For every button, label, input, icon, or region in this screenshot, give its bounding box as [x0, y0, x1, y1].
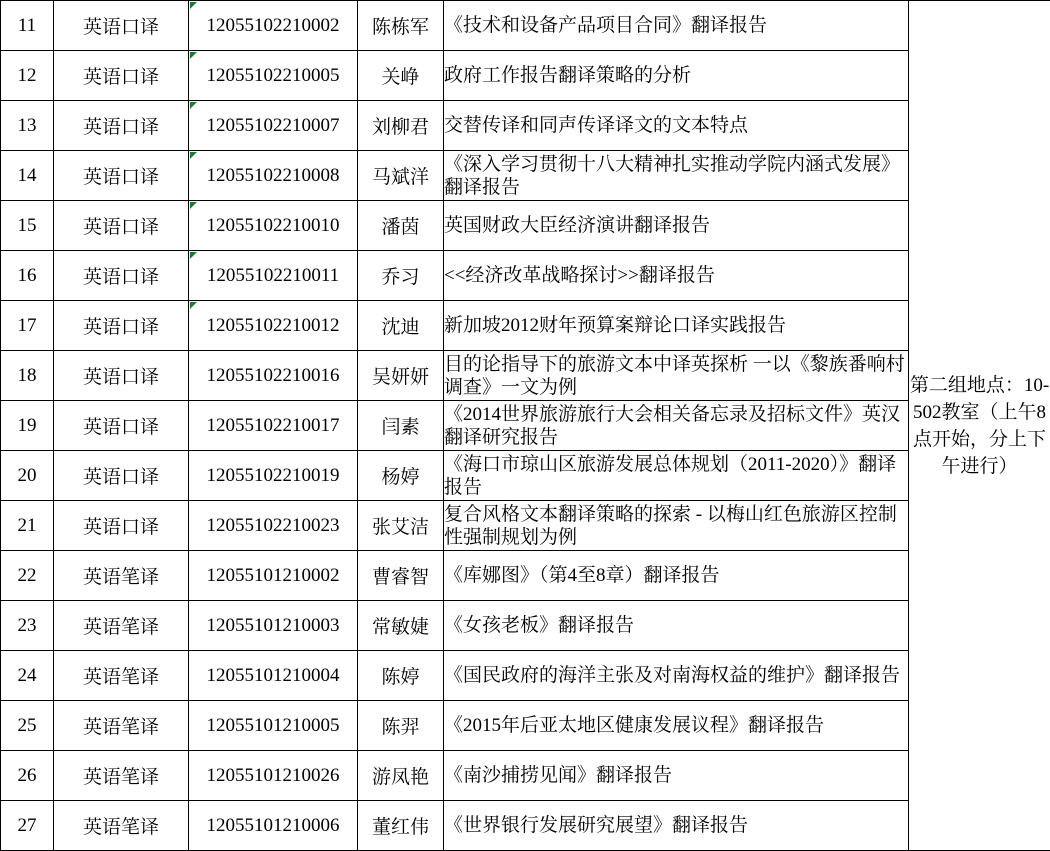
row-number-text: 22	[17, 564, 37, 586]
student-id-text: 12055102210011	[206, 264, 340, 286]
thesis-title-cell	[444, 701, 909, 751]
row-number-cell	[1, 751, 54, 801]
student-id-text: 12055101210003	[206, 614, 340, 636]
major-text: 英语口译	[82, 317, 159, 338]
table-row	[1, 201, 1050, 251]
name-cell	[358, 51, 444, 101]
thesis-title-cell	[444, 301, 909, 351]
name-cell	[358, 251, 444, 301]
major-cell	[54, 301, 189, 351]
thesis-title-cell	[444, 251, 909, 301]
location-note-cell: 第二组地点：10-502教室（上午8点开始，分上下午进行）	[909, 1, 1050, 851]
major-cell	[54, 251, 189, 301]
student-id-cell	[189, 151, 358, 201]
thesis-title-text: 英国财政大臣经济演讲翻译报告	[444, 215, 711, 236]
name-text: 吴妍妍	[371, 367, 429, 388]
student-id-cell	[189, 551, 358, 601]
thesis-title-text: 《南沙捕捞见闻》翻译报告	[444, 765, 673, 786]
row-number-cell	[1, 451, 54, 501]
major-text: 英语口译	[82, 117, 159, 138]
table-row	[1, 451, 1050, 501]
table-row	[1, 601, 1050, 651]
student-id-cell	[189, 101, 358, 151]
row-number-text: 18	[17, 364, 37, 386]
name-text: 陈栋军	[371, 17, 429, 38]
row-number-text: 23	[17, 614, 37, 636]
row-number-text: 19	[17, 414, 37, 436]
row-number-cell	[1, 501, 54, 551]
table-row	[1, 501, 1050, 551]
cell-error-flag-icon	[190, 302, 197, 309]
row-number-text: 11	[17, 14, 37, 36]
name-cell	[358, 551, 444, 601]
major-cell	[54, 351, 189, 401]
major-cell	[54, 201, 189, 251]
thesis-title-cell	[444, 151, 909, 201]
thesis-title-cell	[444, 101, 909, 151]
name-cell	[358, 751, 444, 801]
name-text: 刘柳君	[371, 117, 429, 138]
table-row	[1, 401, 1050, 451]
thesis-title-text: 《海口市琼山区旅游发展总体规划（2011-2020）》翻译报告	[444, 453, 897, 498]
student-id-cell	[189, 501, 358, 551]
cell-error-flag-icon	[190, 102, 197, 109]
row-number-cell	[1, 401, 54, 451]
name-cell	[358, 201, 444, 251]
major-text: 英语口译	[82, 17, 159, 38]
major-cell	[54, 451, 189, 501]
major-text: 英语口译	[82, 367, 159, 388]
name-cell	[358, 101, 444, 151]
row-number-cell	[1, 601, 54, 651]
thesis-title-cell	[444, 751, 909, 801]
major-text: 英语口译	[82, 267, 159, 288]
row-number-cell	[1, 151, 54, 201]
thesis-title-text: 《世界银行发展研究展望》翻译报告	[444, 815, 749, 836]
thesis-title-text: 政府工作报告翻译策略的分析	[444, 65, 692, 86]
row-number-text: 17	[17, 314, 37, 336]
student-id-cell	[189, 451, 358, 501]
name-cell	[358, 651, 444, 701]
student-id-cell	[189, 601, 358, 651]
row-number-text: 25	[17, 714, 37, 736]
student-id-text: 12055101210004	[206, 664, 340, 686]
row-number-text: 20	[17, 464, 37, 486]
major-cell	[54, 101, 189, 151]
row-number-text: 24	[17, 664, 37, 686]
table-row	[1, 151, 1050, 201]
row-number-text: 13	[17, 114, 37, 136]
major-text: 英语笔译	[82, 817, 159, 838]
row-number-cell	[1, 651, 54, 701]
row-number-cell	[1, 351, 54, 401]
row-number-cell	[1, 701, 54, 751]
major-cell	[54, 751, 189, 801]
student-id-text: 12055102210007	[206, 114, 340, 136]
major-cell	[54, 551, 189, 601]
table-row	[1, 801, 1050, 851]
student-id-text: 12055102210005	[206, 64, 340, 86]
row-number-cell	[1, 251, 54, 301]
student-id-cell	[189, 751, 358, 801]
student-id-text: 12055101210002	[206, 564, 340, 586]
major-text: 英语口译	[82, 67, 159, 88]
name-cell	[358, 601, 444, 651]
thesis-title-text: 《技术和设备产品项目合同》翻译报告	[444, 15, 768, 36]
table-row	[1, 551, 1050, 601]
row-number-text: 12	[17, 64, 37, 86]
name-text: 曹睿智	[371, 567, 429, 588]
major-cell	[54, 51, 189, 101]
student-id-text: 12055102210010	[206, 214, 340, 236]
thesis-title-cell	[444, 201, 909, 251]
thesis-title-cell	[444, 501, 909, 551]
table-row	[1, 651, 1050, 701]
name-text: 陈婷	[381, 667, 420, 688]
major-text: 英语口译	[82, 517, 159, 538]
row-number-text: 27	[17, 814, 37, 836]
student-id-cell	[189, 1, 358, 51]
name-cell	[358, 451, 444, 501]
student-id-cell	[189, 201, 358, 251]
major-text: 英语笔译	[82, 617, 159, 638]
row-number-text: 15	[17, 214, 37, 236]
thesis-title-text: 目的论指导下的旅游文本中译英探析 一以《黎族番响村调查》一文为例	[444, 353, 905, 398]
thesis-title-cell	[444, 651, 909, 701]
major-cell	[54, 651, 189, 701]
row-number-cell	[1, 301, 54, 351]
student-id-text: 12055101210006	[206, 814, 340, 836]
student-id-text: 12055102210019	[206, 464, 340, 486]
row-number-text: 14	[17, 164, 37, 186]
thesis-title-cell	[444, 1, 909, 51]
student-id-cell	[189, 251, 358, 301]
student-id-cell	[189, 351, 358, 401]
student-id-cell	[189, 401, 358, 451]
cell-error-flag-icon	[190, 152, 197, 159]
name-cell	[358, 401, 444, 451]
row-number-cell	[1, 101, 54, 151]
thesis-title-text: 《深入学习贯彻十八大精神扎实推动学院内涵式发展》翻译报告	[444, 153, 901, 198]
cell-error-flag-icon	[190, 2, 197, 9]
table-row	[1, 351, 1050, 401]
thesis-title-cell	[444, 351, 909, 401]
name-text: 乔习	[381, 267, 420, 288]
name-text: 董红伟	[371, 817, 429, 838]
name-text: 游凤艳	[371, 767, 429, 788]
student-id-text: 12055102210002	[206, 14, 340, 36]
name-text: 沈迪	[381, 317, 420, 338]
table-row	[1, 51, 1050, 101]
major-cell	[54, 601, 189, 651]
name-text: 潘茵	[381, 217, 420, 238]
student-id-text: 12055102210012	[206, 314, 340, 336]
name-text: 张艾洁	[371, 517, 429, 538]
student-id-text: 12055101210005	[206, 714, 340, 736]
student-id-cell	[189, 801, 358, 851]
thesis-title-text: <<经济改革战略探讨>>翻译报告	[444, 265, 715, 286]
table-row	[1, 101, 1050, 151]
row-number-text: 26	[17, 764, 37, 786]
thesis-title-cell	[444, 801, 909, 851]
name-text: 马斌洋	[371, 167, 429, 188]
table-row	[1, 1, 1050, 51]
major-cell	[54, 1, 189, 51]
name-cell	[358, 301, 444, 351]
student-id-text: 12055102210008	[206, 164, 340, 186]
major-cell	[54, 151, 189, 201]
row-number-cell	[1, 201, 54, 251]
name-cell	[358, 501, 444, 551]
major-cell	[54, 401, 189, 451]
thesis-title-text: 《2015年后亚太地区健康发展议程》翻译报告	[444, 715, 825, 736]
major-cell	[54, 801, 189, 851]
name-text: 陈羿	[381, 717, 420, 738]
name-text: 常敏婕	[371, 617, 429, 638]
major-text: 英语笔译	[82, 717, 159, 738]
thesis-title-text: 《库娜图》（第4至8章）翻译报告	[444, 565, 720, 586]
thesis-title-cell	[444, 401, 909, 451]
student-id-text: 12055102210023	[206, 514, 340, 536]
table-row	[1, 301, 1050, 351]
student-id-text: 12055102210017	[206, 414, 340, 436]
major-text: 英语口译	[82, 467, 159, 488]
student-id-cell	[189, 701, 358, 751]
major-cell	[54, 701, 189, 751]
student-id-text: 12055102210016	[206, 364, 340, 386]
thesis-title-text: 交替传译和同声传译译文的文本特点	[444, 115, 749, 136]
row-number-cell	[1, 1, 54, 51]
cell-error-flag-icon	[190, 52, 197, 59]
major-text: 英语笔译	[82, 667, 159, 688]
name-text: 闫素	[381, 417, 420, 438]
thesis-title-text: 《2014世界旅游旅行大会相关备忘录及招标文件》英汉翻译研究报告	[444, 403, 901, 448]
name-cell	[358, 351, 444, 401]
major-text: 英语口译	[82, 417, 159, 438]
cell-error-flag-icon	[190, 202, 197, 209]
name-cell	[358, 1, 444, 51]
table-row	[1, 701, 1050, 751]
row-number-text: 16	[17, 264, 37, 286]
student-id-cell	[189, 651, 358, 701]
major-cell	[54, 501, 189, 551]
thesis-title-text: 《国民政府的海洋主张及对南海权益的维护》翻译报告	[444, 665, 901, 686]
major-text: 英语口译	[82, 217, 159, 238]
cell-error-flag-icon	[190, 252, 197, 259]
name-cell	[358, 801, 444, 851]
thesis-title-cell	[444, 451, 909, 501]
student-id-cell	[189, 51, 358, 101]
table-row	[1, 751, 1050, 801]
thesis-title-text: 《女孩老板》翻译报告	[444, 615, 635, 636]
thesis-title-cell	[444, 601, 909, 651]
name-cell	[358, 151, 444, 201]
row-number-text: 21	[17, 514, 37, 536]
major-text: 英语口译	[82, 167, 159, 188]
thesis-title-cell	[444, 551, 909, 601]
thesis-title-text: 复合风格文本翻译策略的探索 - 以梅山红色旅游区控制性强制规划为例	[444, 503, 897, 548]
name-text: 杨婷	[381, 467, 420, 488]
row-number-cell	[1, 51, 54, 101]
row-number-cell	[1, 801, 54, 851]
student-id-cell	[189, 301, 358, 351]
row-number-cell	[1, 551, 54, 601]
thesis-title-text: 新加坡2012财年预算案辩论口译实践报告	[444, 315, 787, 336]
name-cell	[358, 701, 444, 751]
thesis-title-cell	[444, 51, 909, 101]
major-text: 英语笔译	[82, 767, 159, 788]
table-row	[1, 251, 1050, 301]
student-id-text: 12055101210026	[206, 764, 340, 786]
name-text: 关峥	[381, 67, 420, 88]
major-text: 英语笔译	[82, 567, 159, 588]
